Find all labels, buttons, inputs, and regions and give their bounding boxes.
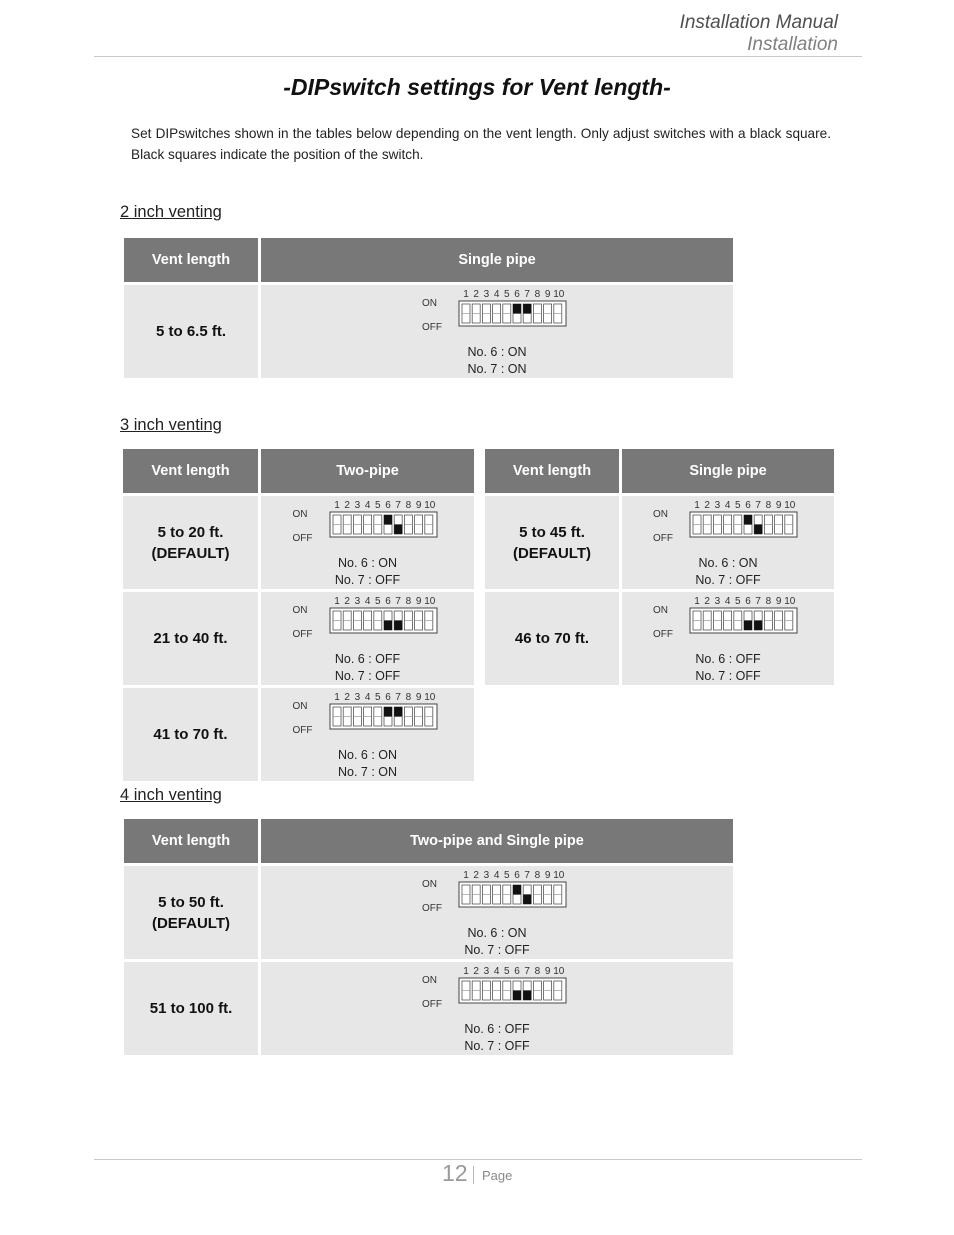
dip-switch-number-4: 4 — [364, 692, 370, 703]
dip-switch-number-4: 4 — [364, 596, 370, 607]
dip-switch-number-4: 4 — [364, 500, 370, 511]
page-number-separator — [473, 1166, 474, 1184]
vent-length-default-label: (DEFAULT) — [151, 544, 230, 562]
dip-switch-number-1: 1 — [333, 500, 340, 511]
dip-switch-number-6: 6 — [745, 596, 751, 607]
switch-7-note: No. 7 : OFF — [695, 669, 761, 683]
dip-on-label: ON — [422, 975, 437, 986]
vent-length-cell — [485, 496, 619, 589]
vent-length-cell — [123, 688, 258, 781]
table-row — [124, 866, 733, 959]
table-row — [124, 962, 733, 1055]
dip-switch-diagram — [293, 594, 443, 646]
dip-switch-number-6: 6 — [514, 870, 520, 881]
dip-switch-svg — [653, 594, 803, 646]
dip-switch-number-10: 10 — [784, 500, 796, 511]
column-header-vent-length: Vent length — [124, 238, 258, 282]
dip-switch-number-1: 1 — [694, 500, 700, 511]
dip-switch-number-6: 6 — [514, 966, 520, 977]
dip-switch-number-5: 5 — [374, 500, 381, 511]
column-header-vent-length: Vent length — [124, 819, 258, 863]
dip-switch-number-3: 3 — [714, 596, 721, 607]
dip-switch-svg — [293, 594, 443, 646]
dip-switch-number-2: 2 — [473, 289, 479, 300]
dip-switch-number-1: 1 — [463, 966, 469, 977]
section-heading-4-inch: 4 inch venting — [120, 786, 222, 804]
dip-switch-number-9: 9 — [415, 692, 421, 703]
dip-switch-svg — [653, 498, 803, 550]
dip-switch-knob-7 — [394, 707, 402, 717]
dip-config-cell — [261, 592, 474, 685]
dip-switch-number-8: 8 — [765, 500, 772, 511]
switch-6-note: No. 6 : ON — [337, 556, 398, 570]
switch-6-note: No. 6 : ON — [467, 926, 527, 940]
dip-switch-number-9: 9 — [544, 289, 551, 300]
dip-switch-diagram — [293, 498, 443, 550]
dip-config-cell — [622, 496, 834, 589]
dip-on-label: ON — [422, 879, 437, 890]
dip-switch-diagram — [653, 498, 803, 550]
table-row — [485, 496, 834, 589]
header-title: Installation Manual — [679, 12, 838, 33]
page-label: Page — [482, 1168, 513, 1183]
vent-length-cell — [124, 285, 258, 378]
dip-switch-number-1: 1 — [463, 289, 469, 300]
switch-6-note: No. 6 : ON — [698, 556, 758, 570]
dip-switch-knob-6 — [384, 707, 392, 717]
switch-6-note: No. 6 : OFF — [334, 652, 401, 666]
dip-switch-number-6: 6 — [514, 289, 520, 300]
page-number: 12 — [442, 1160, 468, 1186]
column-header-config: Two-pipe and Single pipe — [261, 819, 733, 863]
table-2-inch-single-pipe — [121, 235, 736, 381]
dip-switch-svg — [422, 287, 572, 339]
dip-switch-diagram — [293, 690, 443, 742]
dip-switch-number-7: 7 — [524, 870, 530, 881]
dip-switch-svg — [422, 964, 572, 1016]
vent-length-label: 41 to 70 ft. — [153, 726, 228, 743]
dip-switch-number-2: 2 — [473, 870, 479, 881]
switch-6-note: No. 6 : ON — [337, 748, 398, 762]
dip-config-cell — [261, 962, 733, 1055]
dip-switch-diagram — [422, 868, 572, 920]
dip-switch-number-10: 10 — [423, 500, 435, 511]
dip-switch-knob-6 — [513, 304, 521, 314]
dip-switch-diagram — [422, 964, 572, 1016]
dip-switch-number-9: 9 — [775, 596, 782, 607]
dip-switch-number-7: 7 — [524, 966, 530, 977]
dip-switch-number-1: 1 — [333, 596, 340, 607]
table-row — [123, 592, 474, 685]
vent-length-label: 5 to 20 ft. — [157, 523, 224, 541]
dip-switch-svg — [422, 868, 572, 920]
dip-switch-number-6: 6 — [384, 500, 391, 511]
dip-switch-knob-6 — [513, 885, 521, 895]
vent-length-cell — [485, 592, 619, 685]
table-3-inch-single-pipe — [482, 446, 837, 688]
table-row — [123, 688, 474, 781]
dip-switch-number-8: 8 — [765, 596, 772, 607]
dip-switch-number-7: 7 — [524, 289, 530, 300]
dip-on-label: ON — [653, 509, 668, 520]
dip-switch-knob-6 — [513, 991, 521, 1001]
vent-length-cell — [123, 496, 258, 589]
dip-on-label: ON — [653, 605, 668, 616]
column-header-config: Single pipe — [622, 449, 834, 493]
dip-switch-number-3: 3 — [483, 289, 490, 300]
dip-switch-number-2: 2 — [343, 692, 350, 703]
dip-switch-knob-7 — [394, 525, 402, 535]
column-header-vent-length: Vent length — [485, 449, 619, 493]
section-heading-3-inch: 3 inch venting — [120, 416, 222, 434]
vent-length-cell — [123, 592, 258, 685]
dip-off-label: OFF — [292, 533, 313, 544]
vent-length-cell — [124, 962, 258, 1055]
table-row — [124, 285, 733, 378]
dip-switch-number-5: 5 — [735, 500, 741, 511]
dip-switch-number-3: 3 — [354, 500, 360, 511]
dip-switch-number-8: 8 — [534, 966, 541, 977]
dip-switch-number-5: 5 — [735, 596, 741, 607]
dip-switch-number-7: 7 — [755, 500, 761, 511]
header-divider — [94, 56, 862, 57]
dip-switch-number-3: 3 — [354, 596, 360, 607]
page-title: -DIPswitch settings for Vent length- — [283, 74, 671, 100]
dip-switch-number-2: 2 — [704, 596, 710, 607]
dip-switch-number-7: 7 — [394, 500, 401, 511]
dip-switch-number-2: 2 — [343, 596, 350, 607]
dip-switch-number-7: 7 — [394, 692, 401, 703]
dip-switch-number-9: 9 — [775, 500, 782, 511]
table-4-inch — [121, 816, 736, 1058]
dip-switch-number-7: 7 — [755, 596, 761, 607]
column-header-vent-length: Vent length — [123, 449, 258, 493]
dip-off-label: OFF — [422, 903, 442, 914]
dip-switch-number-8: 8 — [405, 596, 411, 607]
dip-switch-knob-7 — [523, 304, 531, 314]
dip-switch-knob-7 — [754, 525, 762, 535]
dip-on-label: ON — [292, 605, 308, 616]
switch-6-note: No. 6 : ON — [467, 345, 527, 359]
dip-off-label: OFF — [653, 629, 673, 640]
dip-switch-number-10: 10 — [423, 596, 435, 607]
dip-switch-number-3: 3 — [354, 692, 360, 703]
dip-switch-number-3: 3 — [483, 966, 490, 977]
dip-off-label: OFF — [653, 533, 673, 544]
dip-switch-number-8: 8 — [534, 289, 541, 300]
dip-switch-number-9: 9 — [544, 966, 551, 977]
dip-switch-number-2: 2 — [473, 966, 479, 977]
switch-7-note: No. 7 : OFF — [695, 573, 761, 587]
vent-length-label: 21 to 40 ft. — [153, 630, 228, 647]
dip-switch-number-9: 9 — [544, 870, 551, 881]
dip-switch-knob-7 — [523, 895, 531, 905]
dip-switch-number-9: 9 — [415, 500, 421, 511]
dip-switch-number-8: 8 — [405, 692, 411, 703]
switch-7-note: No. 7 : ON — [467, 362, 527, 376]
dip-switch-knob-7 — [523, 991, 531, 1001]
dip-switch-number-3: 3 — [483, 870, 490, 881]
dip-switch-number-5: 5 — [374, 596, 381, 607]
vent-length-default-label: (DEFAULT) — [151, 914, 231, 932]
dip-switch-number-4: 4 — [724, 596, 731, 607]
switch-7-note: No. 7 : OFF — [334, 573, 401, 587]
dip-config-cell — [261, 496, 474, 589]
dip-switch-svg — [293, 498, 443, 550]
dip-config-cell — [622, 592, 834, 685]
dip-switch-number-1: 1 — [463, 870, 469, 881]
switch-6-note: No. 6 : OFF — [464, 1022, 530, 1036]
table-row — [123, 496, 474, 589]
vent-length-cell — [124, 866, 258, 959]
dip-switch-number-5: 5 — [374, 692, 381, 703]
dip-switch-knob-6 — [384, 515, 392, 525]
dip-switch-diagram — [422, 287, 572, 339]
dip-switch-number-10: 10 — [553, 966, 565, 977]
table-3-inch-two-pipe — [120, 446, 477, 784]
dip-off-label: OFF — [292, 629, 313, 640]
dip-switch-number-6: 6 — [745, 500, 751, 511]
vent-length-label: 46 to 70 ft. — [514, 630, 590, 647]
dip-on-label: ON — [422, 298, 437, 309]
vent-length-label: 5 to 6.5 ft. — [155, 323, 226, 340]
switch-7-note: No. 7 : OFF — [464, 1039, 530, 1053]
table-row — [485, 592, 834, 685]
vent-length-label: 5 to 50 ft. — [158, 893, 224, 911]
dip-switch-number-6: 6 — [384, 692, 391, 703]
dip-switch-number-9: 9 — [415, 596, 421, 607]
vent-length-label: 51 to 100 ft. — [149, 1000, 233, 1017]
dip-switch-number-10: 10 — [423, 692, 435, 703]
dip-on-label: ON — [292, 509, 308, 520]
dip-switch-number-4: 4 — [724, 500, 731, 511]
dip-switch-number-10: 10 — [784, 596, 796, 607]
dip-switch-knob-6 — [384, 621, 392, 631]
dip-switch-number-3: 3 — [714, 500, 721, 511]
dip-config-cell — [261, 866, 733, 959]
dip-off-label: OFF — [422, 322, 442, 333]
dip-switch-number-5: 5 — [504, 289, 510, 300]
dip-switch-number-2: 2 — [704, 500, 710, 511]
dip-switch-number-1: 1 — [333, 692, 340, 703]
switch-6-note: No. 6 : OFF — [695, 652, 761, 666]
switch-7-note: No. 7 : ON — [337, 765, 398, 779]
column-header-config: Two-pipe — [261, 449, 474, 493]
dip-switch-number-5: 5 — [504, 870, 510, 881]
switch-7-note: No. 7 : OFF — [334, 669, 401, 683]
vent-length-default-label: (DEFAULT) — [512, 544, 592, 562]
dip-switch-number-1: 1 — [694, 596, 700, 607]
dip-switch-number-4: 4 — [493, 289, 500, 300]
dip-switch-knob-7 — [754, 621, 762, 631]
switch-7-note: No. 7 : OFF — [464, 943, 530, 957]
dip-switch-knob-7 — [394, 621, 402, 631]
dip-switch-number-8: 8 — [405, 500, 411, 511]
intro-paragraph: Set DIPswitches shown in the tables below depending on the vent length. Only adjust switches with a black square. Black squares indicate the position of the switch. — [131, 126, 831, 162]
dip-switch-number-5: 5 — [504, 966, 510, 977]
dip-switch-number-8: 8 — [534, 870, 541, 881]
dip-config-cell — [261, 688, 474, 781]
dip-on-label: ON — [292, 701, 308, 712]
header-subtitle: Installation — [747, 34, 838, 55]
dip-off-label: OFF — [292, 725, 313, 736]
dip-switch-number-2: 2 — [343, 500, 350, 511]
dip-switch-number-6: 6 — [384, 596, 391, 607]
dip-switch-number-10: 10 — [553, 289, 565, 300]
dip-switch-knob-6 — [744, 515, 752, 525]
dip-switch-diagram — [653, 594, 803, 646]
dip-switch-svg — [293, 690, 443, 742]
dip-switch-number-10: 10 — [553, 870, 565, 881]
dip-switch-number-7: 7 — [394, 596, 401, 607]
vent-length-label: 5 to 45 ft. — [519, 523, 585, 541]
dip-switch-knob-6 — [744, 621, 752, 631]
dip-off-label: OFF — [422, 999, 442, 1010]
column-header-config: Single pipe — [261, 238, 733, 282]
dip-config-cell — [261, 285, 733, 378]
dip-switch-number-4: 4 — [493, 870, 500, 881]
dip-switch-number-4: 4 — [493, 966, 500, 977]
footer-divider — [94, 1159, 862, 1160]
section-heading-2-inch: 2 inch venting — [120, 203, 222, 221]
